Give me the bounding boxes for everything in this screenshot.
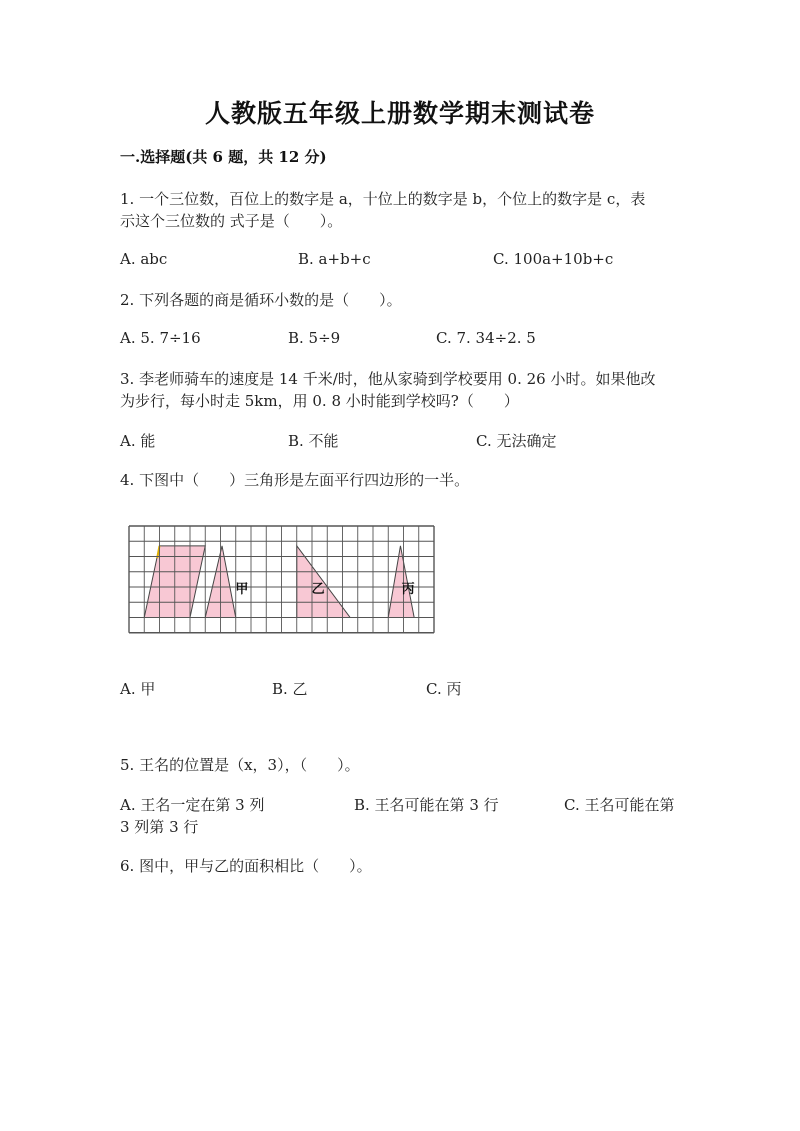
question-2-option-a: A. 5. 7÷16 <box>120 329 201 347</box>
label-yi: 乙 <box>311 582 325 598</box>
question-3-line-2: 为步行，每小时走 5km，用 0. 8 小时能到学校吗?（ ） <box>120 392 519 410</box>
question-2-line-1: 2. 下列各题的商是循环小数的是（ ）。 <box>120 291 402 309</box>
grid-figure <box>126 524 436 636</box>
question-4-option-a: A. 甲 <box>120 680 156 698</box>
question-2-option-b: B. 5÷9 <box>288 329 341 347</box>
question-4-option-b: B. 乙 <box>272 680 308 698</box>
question-5-option-c-continued: 3 列第 3 行 <box>120 818 199 836</box>
question-2-option-c: C. 7. 34÷2. 5 <box>436 329 536 347</box>
question-3-option-b: B. 不能 <box>288 432 339 450</box>
question-4-line-1: 4. 下图中（ ）三角形是左面平行四边形的一半。 <box>120 471 470 489</box>
question-1-option-c: C. 100a+10b+c <box>493 250 614 268</box>
question-3-option-a: A. 能 <box>120 432 156 450</box>
question-5-option-c: C. 王名可能在第 <box>564 796 675 814</box>
question-3-line-1: 3. 李老师骑车的速度是 14 千米/时，他从家骑到学校要用 0. 26 小时。如果他改 <box>120 370 656 388</box>
question-3-option-c: C. 无法确定 <box>476 432 557 450</box>
section-heading: 一.选择题(共 6 题，共 12 分) <box>120 148 327 166</box>
question-5-line-1: 5. 王名的位置是（x，3），（ ）。 <box>120 756 360 774</box>
question-4-option-c: C. 丙 <box>426 680 462 698</box>
question-1-line-2: 示这个三位数的 式子是（ ）。 <box>120 212 343 230</box>
question-6-line-1: 6. 图中，甲与乙的面积相比（ ）。 <box>120 857 372 875</box>
question-5-option-a: A. 王名一定在第 3 列 <box>120 796 265 814</box>
page-title: 人教版五年级上册数学期末测试卷 <box>204 99 595 128</box>
label-bing: 丙 <box>401 582 415 598</box>
question-5-option-b: B. 王名可能在第 3 行 <box>354 796 499 814</box>
label-jia: 甲 <box>235 582 249 598</box>
question-1-option-a: A. abc <box>120 250 168 268</box>
question-1-option-b: B. a+b+c <box>298 250 371 268</box>
question-1-line-1: 1. 一个三位数，百位上的数字是 a，十位上的数字是 b，个位上的数字是 c，表 <box>120 190 646 208</box>
